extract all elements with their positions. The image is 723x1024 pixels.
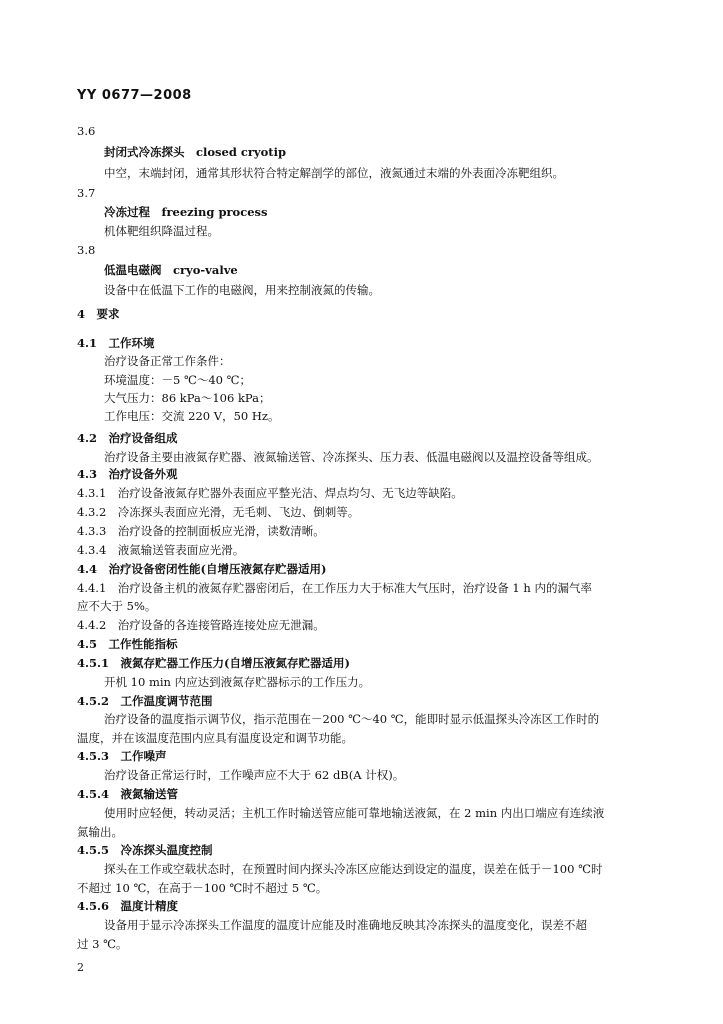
clause-text: 4.4.2 治疗设备的各连接管路连接处应无泄漏。	[77, 618, 325, 632]
body-text-continued: 氮输出。	[77, 825, 123, 839]
body-text: 治疗设备正常工作条件：	[104, 354, 231, 368]
subsection-heading: 4.5 工作性能指标	[77, 637, 178, 651]
term-heading: 低温电磁阀 cryo-valve	[104, 263, 238, 277]
clause-heading: 4.5.1 液氮存贮器工作压力(自增压液氮存贮器适用)	[77, 656, 350, 670]
body-text: 治疗设备主要由液氮存贮器、液氮输送管、冷冻探头、压力表、低温电磁阀以及温控设备等组成。	[104, 450, 599, 464]
clause-text: 4.4.1 治疗设备主机的液氮存贮器密闭后，在工作压力大于标准大气压时，治疗设备 1 h 内的漏气率	[77, 581, 592, 595]
term-heading: 冷冻过程 freezing process	[104, 205, 268, 219]
clause-text: 4.3.2 冷冻探头表面应光滑，无毛刺、飞边、倒刺等。	[77, 505, 360, 519]
body-text: 治疗设备的温度指示调节仪，指示范围在－200 ℃～40 ℃，能即时显示低温探头冷冻区工作时的	[104, 712, 600, 726]
body-text: 使用时应轻便，转动灵活；主机工作时输送管应能可靠地输送液氮，在 2 min 内出口端应有连续液	[104, 806, 605, 820]
body-text: 工作电压：交流 220 V，50 Hz。	[104, 409, 280, 423]
term-definition: 中空，末端封闭，通常其形状符合特定解剖学的部位，液氮通过末端的外表面冷冻靶组织。	[104, 166, 564, 180]
clause-heading: 4.5.3 工作噪声	[77, 749, 167, 763]
clause-heading: 4.5.6 温度计精度	[77, 899, 179, 913]
clause-number: 3.7	[77, 186, 96, 200]
body-text: 设备用于显示冷冻探头工作温度的温度计应能及时准确地反映其冷冻探头的温度变化，误差不超	[104, 918, 587, 932]
clause-text: 4.3.3 治疗设备的控制面板应光滑，读数清晰。	[77, 524, 325, 538]
clause-heading: 4.5.4 液氮输送管	[77, 787, 179, 801]
subsection-heading: 4.1 工作环境	[77, 336, 155, 350]
clause-heading: 4.5.2 工作温度调节范围	[77, 694, 213, 708]
subsection-heading: 4.3 治疗设备外观	[77, 467, 178, 481]
subsection-heading: 4.4 治疗设备密闭性能(自增压液氮存贮器适用)	[77, 562, 327, 576]
body-text-continued: 过 3 ℃。	[77, 937, 128, 951]
term-definition: 设备中在低温下工作的电磁阀，用来控制液氮的传输。	[104, 283, 380, 297]
body-text-continued: 温度，并在该温度范围内应具有温度设定和调节功能。	[77, 731, 353, 745]
body-text: 环境温度：－5 ℃～40 ℃；	[104, 373, 251, 387]
subsection-heading: 4.2 治疗设备组成	[77, 431, 178, 445]
section-heading: 4 要求	[77, 307, 120, 321]
body-text: 大气压力：86 kPa～106 kPa；	[104, 391, 271, 405]
clause-number: 3.6	[77, 124, 96, 138]
body-text: 治疗设备正常运行时，工作噪声应不大于 62 dB(A 计权)。	[104, 768, 405, 782]
clause-text: 4.3.4 液氮输送管表面应光滑。	[77, 543, 245, 557]
term-definition: 机体靶组织降温过程。	[104, 224, 219, 238]
body-text: 开机 10 min 内应达到液氮存贮器标示的工作压力。	[104, 675, 371, 689]
body-text: 探头在工作或空载状态时，在预置时间内探头冷冻区应能达到设定的温度，误差在低于－100 ℃时	[104, 862, 603, 876]
body-text-continued: 不超过 10 ℃，在高于－100 ℃时不超过 5 ℃。	[77, 881, 328, 895]
page-number: 2	[77, 961, 84, 974]
term-heading: 封闭式冷冻探头 closed cryotip	[104, 145, 287, 159]
clause-heading: 4.5.5 冷冻探头温度控制	[77, 843, 213, 857]
clause-text: 4.3.1 治疗设备液氮存贮器外表面应平整光洁、焊点均匀、无飞边等缺陷。	[77, 486, 463, 500]
clause-text-continued: 应不大于 5%。	[77, 599, 157, 613]
clause-number: 3.8	[77, 243, 96, 257]
standard-header: YY 0677—2008	[77, 88, 192, 103]
